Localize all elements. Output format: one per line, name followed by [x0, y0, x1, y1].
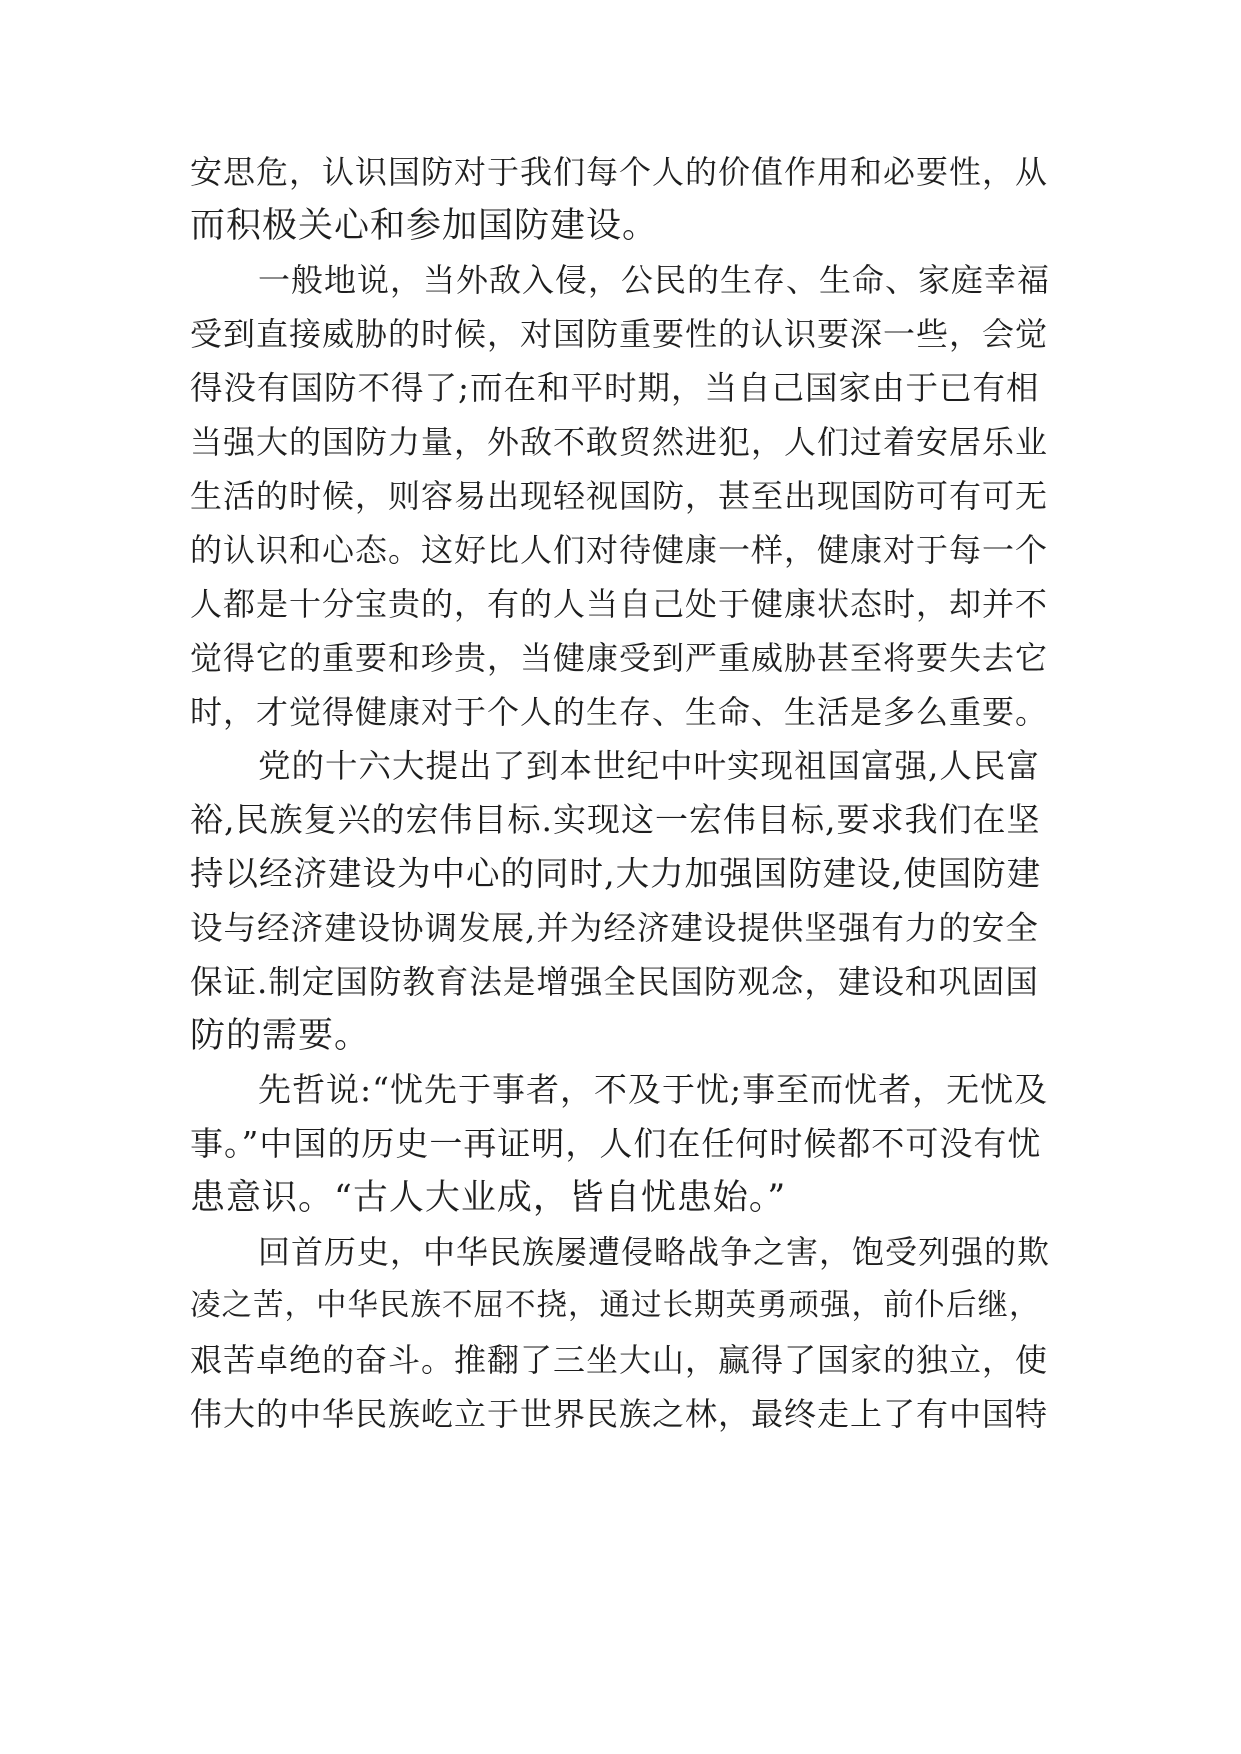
text-line: 事。”中国的历史一再证明，人们在任何时候都不可没有忧 — [190, 1124, 1042, 1163]
text-line: 凌之苦，中华民族不屈不挠，通过长期英勇顽强，前仆后继， — [190, 1288, 1041, 1323]
text-line: 持以经济建设为中心的同时,大力加强国防建设,使国防建 — [190, 854, 1042, 893]
text-line: 艰苦卓绝的奋斗。推翻了三坐大山，赢得了国家的独立，使 — [190, 1341, 1049, 1379]
text-line: 裕,民族复兴的宏伟目标.实现这一宏伟目标,要求我们在坚 — [190, 800, 1041, 839]
text-line: 患意识。“古人大业成，皆自忧患始。” — [190, 1178, 787, 1218]
text-line: 保证.制定国防教育法是增强全民国防观念，建设和巩固国 — [190, 963, 1039, 1001]
text-line: 人都是十分宝贵的，有的人当自己处于健康状态时，却并不 — [190, 585, 1049, 623]
text-line: 觉得它的重要和珍贵，当健康受到严重威胁甚至将要失去它 — [190, 639, 1049, 677]
text-line: 当强大的国防力量，外敌不敢贸然进犯，人们过着安居乐业 — [190, 423, 1049, 461]
text-line: 安思危，认识国防对于我们每个人的价值作用和必要性，从 — [190, 153, 1049, 191]
paragraph-start-line: 党的十六大提出了到本世纪中叶实现祖国富强,人民富 — [258, 747, 1040, 785]
text-line: 设与经济建设协调发展,并为经济建设提供坚强有力的安全 — [190, 909, 1039, 947]
text-line: 的认识和心态。这好比人们对待健康一样，健康对于每一个 — [190, 531, 1049, 569]
text-line: 受到直接威胁的时候，对国防重要性的认识要深一些，会觉 — [190, 315, 1049, 353]
text-line: 时，才觉得健康对于个人的生存、生命、生活是多么重要。 — [190, 693, 1049, 731]
paragraph-start-line: 先哲说:“忧先于事者，不及于忧;事至而忧者，无忧及 — [258, 1070, 1049, 1109]
paragraph-start-line: 一般地说，当外敌入侵，公民的生存、生命、家庭幸福 — [258, 261, 1051, 299]
text-line: 伟大的中华民族屹立于世界民族之林，最终走上了有中国特 — [190, 1395, 1049, 1433]
paragraph-start-line: 回首历史，中华民族屡遭侵略战争之害，饱受列强的欺 — [258, 1233, 1051, 1271]
text-line: 而积极关心和参加国防建设。 — [190, 206, 659, 246]
text-line: 防的需要。 — [190, 1016, 371, 1056]
text-line: 得没有国防不得了;而在和平时期，当自己国家由于已有相 — [190, 369, 1040, 407]
text-line: 生活的时候，则容易出现轻视国防，甚至出现国防可有可无 — [190, 477, 1049, 515]
